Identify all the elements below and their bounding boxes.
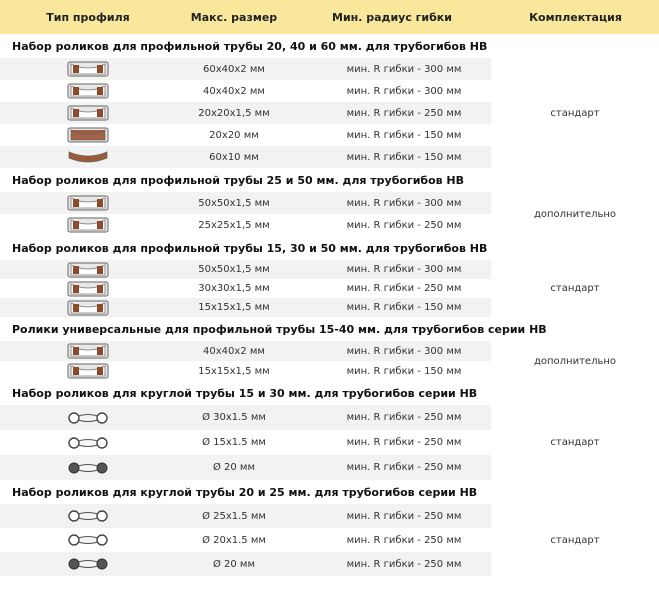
header-kit: Комплектация <box>529 10 622 24</box>
section-body <box>0 504 659 576</box>
max-size-cell: Ø 20 мм <box>212 558 256 570</box>
round-roller-solid-icon <box>67 555 109 573</box>
profile-roller-solid-icon <box>67 126 109 144</box>
profile-cell <box>0 342 176 360</box>
section-body <box>0 405 659 480</box>
section-body <box>0 260 659 317</box>
profile-roller-icon <box>67 342 109 360</box>
header-max-size: Макс. размер <box>190 10 278 24</box>
min-radius-cell: мин. R гибки - 250 мм <box>346 510 462 522</box>
profile-roller-icon <box>67 104 109 122</box>
kit-cell: стандарт <box>491 504 659 576</box>
max-size-cell: 60x40x2 мм <box>203 63 265 75</box>
profile-roller-icon <box>67 280 109 298</box>
min-radius-cell: мин. R гибки - 250 мм <box>346 283 462 294</box>
min-radius-cell: мин. R гибки - 250 мм <box>346 107 462 119</box>
profile-cell <box>0 459 176 477</box>
profile-roller-icon <box>67 194 109 212</box>
profile-roller-icon <box>67 82 109 100</box>
profile-roller-icon <box>67 216 109 234</box>
max-size-cell: 60x10 мм <box>209 151 259 163</box>
profile-cell <box>0 434 176 452</box>
min-radius-cell: мин. R гибки - 300 мм <box>346 345 462 357</box>
min-radius-cell: мин. R гибки - 250 мм <box>346 534 462 546</box>
profile-cell <box>0 531 176 549</box>
section-title: Ролики универсальные для профильной трубы 15-40 мм. для трубогибов серии НВ <box>0 317 659 341</box>
max-size-cell: 40x40x2 мм <box>203 85 265 97</box>
round-roller-icon <box>67 507 109 525</box>
max-size-cell: 15x15x1,5 мм <box>198 365 270 377</box>
profile-cell <box>0 216 176 234</box>
max-size-cell: Ø 25x1.5 мм <box>202 510 266 522</box>
min-radius-cell: мин. R гибки - 150 мм <box>346 302 462 313</box>
round-roller-icon <box>67 531 109 549</box>
profile-cell <box>0 409 176 427</box>
max-size-cell: 50x50x1,5 мм <box>198 197 270 209</box>
min-radius-cell: мин. R гибки - 300 мм <box>346 264 462 275</box>
profile-cell <box>0 261 176 279</box>
kit-cell: стандарт <box>491 405 659 480</box>
max-size-cell: Ø 20x1.5 мм <box>202 534 266 546</box>
profile-cell <box>0 280 176 298</box>
section-body <box>0 192 659 236</box>
profile-roller-icon <box>67 261 109 279</box>
round-roller-solid-icon <box>67 459 109 477</box>
profile-cell <box>0 555 176 573</box>
section-title: Набор роликов для круглой трубы 15 и 30 мм. для трубогибов серии НВ <box>0 381 659 405</box>
max-size-cell: Ø 15x1.5 мм <box>202 437 266 448</box>
section-title: Набор роликов для профильной трубы 25 и 50 мм. для трубогибов НВ <box>0 168 659 192</box>
profile-roller-icon <box>67 60 109 78</box>
flat-roller-icon <box>67 148 109 166</box>
profile-cell <box>0 82 176 100</box>
profile-cell <box>0 299 176 317</box>
profile-cell <box>0 507 176 525</box>
min-radius-cell: мин. R гибки - 250 мм <box>346 437 462 448</box>
section-body <box>0 341 659 381</box>
section-title: Набор роликов для профильной трубы 15, 30 и 50 мм. для трубогибов НВ <box>0 236 659 260</box>
section-body <box>0 58 659 168</box>
min-radius-cell: мин. R гибки - 250 мм <box>346 462 462 473</box>
section-title: Набор роликов для профильной трубы 20, 40 и 60 мм. для трубогибов НВ <box>0 34 659 58</box>
max-size-cell: 40x40x2 мм <box>203 345 265 357</box>
min-radius-cell: мин. R гибки - 150 мм <box>346 365 462 377</box>
min-radius-cell: мин. R гибки - 150 мм <box>346 129 462 141</box>
header-profile-type: Тип профиля <box>46 10 130 24</box>
max-size-cell: 20x20x1,5 мм <box>198 107 270 119</box>
profile-cell <box>0 60 176 78</box>
max-size-cell: 25x25x1,5 мм <box>198 219 270 231</box>
max-size-cell: Ø 20 мм <box>212 462 256 473</box>
section-title: Набор роликов для круглой трубы 20 и 25 мм. для трубогибов серии НВ <box>0 480 659 504</box>
profile-cell <box>0 126 176 144</box>
profile-cell <box>0 194 176 212</box>
min-radius-cell: мин. R гибки - 250 мм <box>346 412 462 423</box>
kit-cell: дополнительно <box>491 341 659 381</box>
profile-cell <box>0 148 176 166</box>
kit-cell: стандарт <box>491 58 659 168</box>
round-roller-icon <box>67 409 109 427</box>
min-radius-cell: мин. R гибки - 250 мм <box>346 219 462 231</box>
min-radius-cell: мин. R гибки - 300 мм <box>346 197 462 209</box>
profile-cell <box>0 362 176 380</box>
header-min-radius: Мин. радиус гибки <box>332 10 452 24</box>
max-size-cell: Ø 30x1.5 мм <box>202 412 266 423</box>
round-roller-icon <box>67 434 109 452</box>
min-radius-cell: мин. R гибки - 300 мм <box>346 85 462 97</box>
table-header <box>0 0 659 34</box>
profile-cell <box>0 104 176 122</box>
profile-roller-icon <box>67 362 109 380</box>
max-size-cell: 20x20 мм <box>209 129 259 141</box>
max-size-cell: 15x15x1,5 мм <box>198 302 270 313</box>
max-size-cell: 50x50x1,5 мм <box>198 264 270 275</box>
min-radius-cell: мин. R гибки - 150 мм <box>346 151 462 163</box>
table-sections <box>0 34 659 576</box>
profile-roller-icon <box>67 299 109 317</box>
min-radius-cell: мин. R гибки - 250 мм <box>346 558 462 570</box>
max-size-cell: 30x30x1,5 мм <box>198 283 270 294</box>
kit-cell: дополнительно <box>491 192 659 236</box>
kit-cell: стандарт <box>491 260 659 317</box>
min-radius-cell: мин. R гибки - 300 мм <box>346 63 462 75</box>
